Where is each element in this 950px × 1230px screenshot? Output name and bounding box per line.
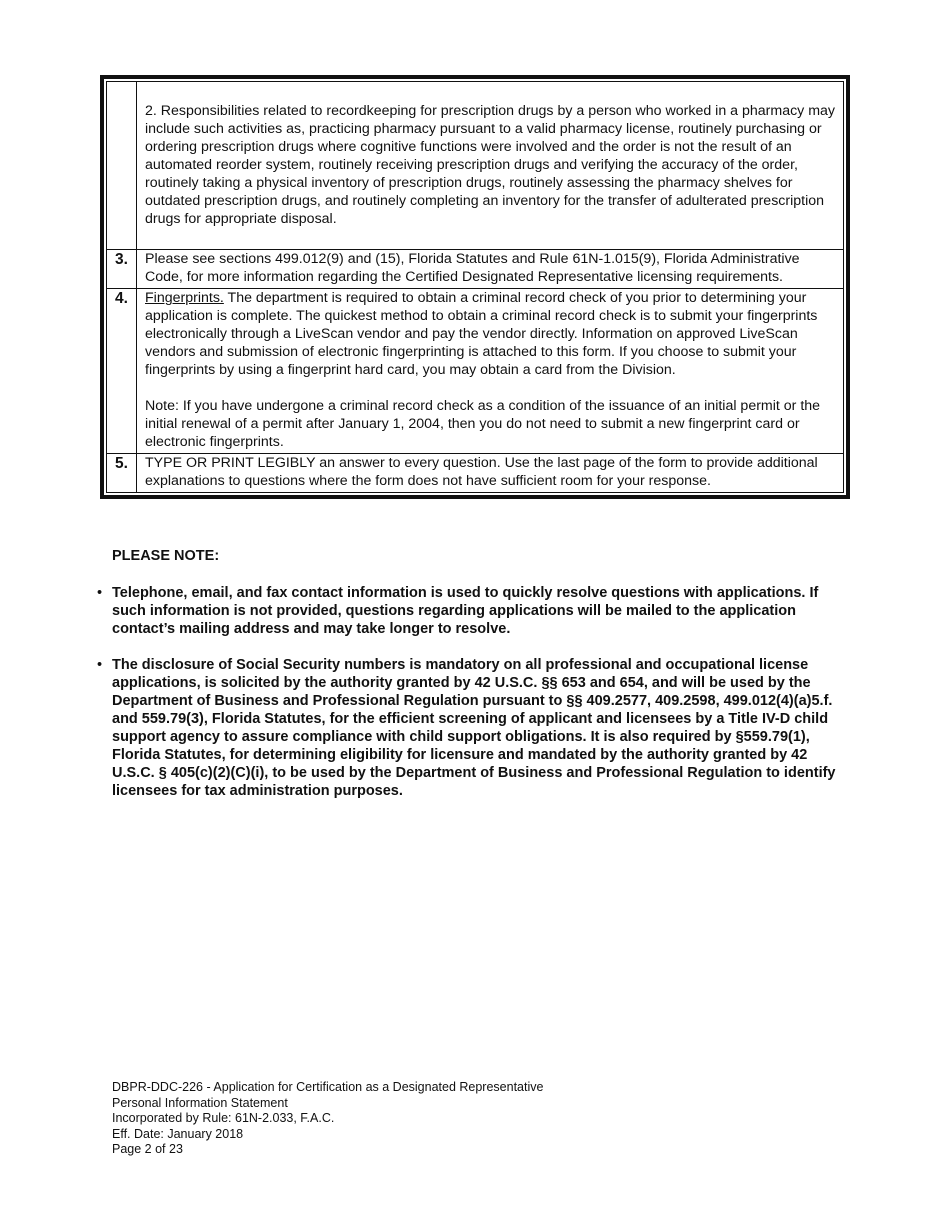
- bullet-text: Telephone, email, and fax contact information is used to quickly resolve questions with applications. If such information is not provided, questions regarding applications will be mailed to the application contact’s mailing address and may take longer to resolve.: [112, 585, 819, 637]
- instruction-row-2: [107, 82, 844, 250]
- instruction-text: TYPE OR PRINT LEGIBLY an answer to every question. Use the last page of the form to provide additional explanations to questions where the form does not have sufficient room for your response.: [137, 454, 844, 493]
- instruction-number: [107, 82, 137, 250]
- instructions-table-frame: [100, 75, 850, 499]
- instruction-row-5: [107, 454, 844, 493]
- instruction-number: 4.: [107, 289, 137, 454]
- footer-page-number: Page 2 of 23: [112, 1142, 183, 1156]
- instructions-table: [106, 81, 844, 493]
- instruction-text: 2. Responsibilities related to recordkeeping for prescription drugs by a person who worked in a pharmacy may include such activities as, practicing pharmacy pursuant to a valid pharmacy license, routinely purchasing or ordering prescription drugs where cognitive functions were involved and the order is not the result of an automated reorder system, routinely receiving prescription drugs and verifying the accuracy of the order, routinely taking a physical inventory of prescription drugs, routinely assessing the pharmacy shelves for outdated prescription drugs, and routinely completing an inventory for the transfer of adulterated prescription drugs for appropriate disposal.: [137, 82, 844, 250]
- please-note-item-contact: [97, 584, 837, 638]
- bullet-text: The disclosure of Social Security numbers is mandatory on all professional and occupational license applications, is solicited by the authority granted by 42 U.S.C. §§ 653 and 654, and will be used by the Department of Business and Professional Regulation pursuant to §§ 409.2577, 409.2598, 499.012(4)(a)5.f. and 559.79(3), Florida Statutes, for the efficient screening of applicant and licensees by a Title IV-D child support agency to assure compliance with child support obligations. It is also required by §559.79(1), Florida Statutes, for determining eligibility for licensure and mandated by the authority granted by 42 U.S.C. § 405(c)(2)(C)(i), to be used by the Department of Business and Professional Regulation to identify licensees for tax administration purposes.: [112, 657, 836, 799]
- fingerprints-text: The department is required to obtain a criminal record check of you prior to determining your application is complete. The quickest method to obtain a criminal record check is to submit your fingerprints electronically through a LiveScan vendor and pay the vendor directly. Information on approved LiveScan vendors and submission of electronic fingerprinting is attached to this form. If you choose to submit your fingerprints by using a fingerprint hard card, you may obtain a card from the Division.: [145, 290, 818, 378]
- please-note-list: [97, 584, 837, 818]
- instruction-text: [137, 289, 844, 454]
- please-note-heading: PLEASE NOTE:: [112, 548, 220, 564]
- instruction-text: Please see sections 499.012(9) and (15), Florida Statutes and Rule 61N-1.015(9), Florida Administrative Code, for more information regarding the Certified Designated Representative licensing requirements.: [137, 250, 844, 289]
- footer-rule: Incorporated by Rule: 61N-2.033, F.A.C.: [112, 1111, 335, 1125]
- bullet-icon: •: [97, 585, 103, 601]
- footer-form-title: DBPR-DDC-226 - Application for Certification as a Designated Representative: [112, 1080, 544, 1094]
- instruction-row-3: [107, 250, 844, 289]
- footer-eff-date: Eff. Date: January 2018: [112, 1126, 244, 1141]
- instruction-row-4: [107, 289, 844, 454]
- fingerprints-heading: Fingerprints.: [145, 290, 224, 306]
- fingerprints-note: Note: If you have undergone a criminal record check as a condition of the issuance of an initial permit or the initial renewal of a permit after January 1, 2004, then you do not need to submit a new fingerprint card or electronic fingerprints.: [145, 398, 821, 450]
- please-note-item-ssn: [97, 656, 837, 800]
- bullet-icon: •: [97, 657, 103, 673]
- footer-subtitle: Personal Information Statement: [112, 1095, 288, 1110]
- page-footer: [112, 1080, 543, 1158]
- instruction-number: 5.: [107, 454, 137, 493]
- instruction-number: 3.: [107, 250, 137, 289]
